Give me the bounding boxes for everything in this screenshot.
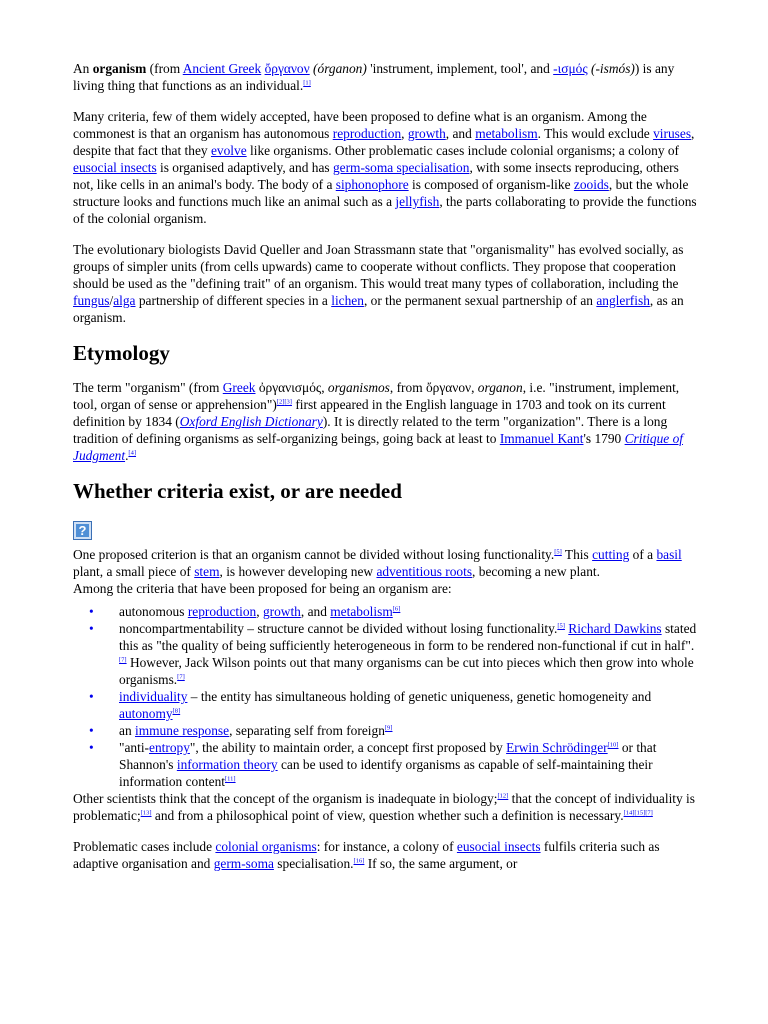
- etymology-heading: Etymology: [73, 341, 170, 365]
- text: (-ismós): [587, 61, 635, 76]
- link-immune-response[interactable]: immune response: [135, 723, 230, 738]
- text: , with some insects reproducing, others not, like cells in an animal's body. The body of a: [73, 160, 679, 192]
- text: can be used to identify organisms as capable of self-maintaining their information content: [119, 757, 653, 789]
- link-growth[interactable]: growth: [407, 126, 446, 141]
- link-metabolism[interactable]: metabolism: [330, 604, 393, 619]
- text: that the concept of individuality is problematic;: [73, 791, 695, 823]
- text: ) is any living thing that functions as an individual.: [73, 61, 675, 93]
- text: .: [125, 448, 129, 463]
- text: One proposed criterion is that an organism cannot be divided without losing functionality.: [73, 547, 555, 562]
- text: , separating self from foreign: [229, 723, 385, 738]
- text: An: [73, 61, 93, 76]
- list-item: [89, 739, 698, 790]
- text: , and: [445, 126, 476, 141]
- reference-14[interactable]: [14]: [623, 809, 635, 817]
- reference-10[interactable]: [10]: [607, 741, 619, 749]
- link-viruses[interactable]: viruses: [653, 126, 692, 141]
- text: , the parts collaborating to provide the functions of the colonial organism.: [73, 194, 697, 226]
- link-germ-soma-specialisation[interactable]: germ-soma specialisation: [332, 160, 470, 175]
- text: , or the permanent sexual partnership of an: [363, 293, 597, 308]
- text: : for instance, a colony of: [316, 839, 457, 854]
- text: partnership of different species in a: [135, 293, 332, 308]
- reference-16[interactable]: [16]: [353, 857, 365, 865]
- reference-6[interactable]: [6]: [392, 605, 401, 613]
- intro-paragraph-3: [73, 241, 698, 326]
- intro-paragraph-2: [73, 108, 698, 227]
- criteria-paragraph-4: [73, 838, 698, 872]
- reference-5[interactable]: [5]: [557, 622, 565, 630]
- text: first appeared in the English language in 1703 and took on its current definition by 1834 (: [73, 397, 666, 429]
- criteria-paragraph-2: Among the criteria that have been proposed for being an organism are:: [73, 581, 452, 596]
- text: , as an organism.: [73, 293, 684, 325]
- link-basil[interactable]: basil: [656, 547, 682, 562]
- text: – the entity has simultaneous holding of genetic uniqueness, genetic homogeneity and: [187, 689, 652, 704]
- text: ὀργανισμός,: [255, 380, 328, 395]
- text: stated this as "the quality of being sufficiently heterogeneous in form to be rendered non-functional if cut in half".: [119, 621, 697, 653]
- link-greek[interactable]: Greek: [222, 380, 256, 395]
- link-anglerfish[interactable]: anglerfish: [596, 293, 650, 308]
- text: If so, the same argument, or: [364, 856, 518, 871]
- text: or that Shannon's: [119, 740, 657, 772]
- criteria-list: [73, 603, 698, 790]
- text: , from ὄργανον,: [389, 380, 478, 395]
- text: ,: [256, 604, 263, 619]
- link-metabolism[interactable]: metabolism: [475, 126, 538, 141]
- criteria-paragraph-3: [73, 790, 698, 824]
- link-zooids[interactable]: zooids: [573, 177, 609, 192]
- article-body: [73, 60, 698, 886]
- text: 'instrument, implement, tool', and: [366, 61, 554, 76]
- reference-4[interactable]: [4]: [128, 449, 137, 457]
- text: and from a philosophical point of view, question whether such a definition is necessary.: [151, 808, 624, 823]
- link-siphonophore[interactable]: siphonophore: [335, 177, 409, 192]
- term-organismos: organismos: [327, 380, 390, 395]
- link-oxford-english-dictionary[interactable]: Oxford English Dictionary: [179, 414, 323, 429]
- text: "anti-: [119, 740, 150, 755]
- list-item: [89, 603, 698, 620]
- bullet-icon: •: [89, 689, 94, 704]
- reference-8[interactable]: [8]: [172, 707, 181, 715]
- bullet-icon: •: [89, 604, 94, 619]
- link-reproduction[interactable]: reproduction: [332, 126, 402, 141]
- reference-1[interactable]: [1]: [303, 79, 311, 87]
- link-growth[interactable]: growth: [262, 604, 301, 619]
- text: ,: [401, 126, 408, 141]
- term-organism: organism: [92, 61, 147, 76]
- link-alga[interactable]: alga: [113, 293, 136, 308]
- link-colonial-organisms[interactable]: colonial organisms: [215, 839, 317, 854]
- criteria-heading: Whether criteria exist, or are needed: [73, 479, 402, 503]
- etymology-paragraph: [73, 379, 698, 464]
- link-evolve[interactable]: evolve: [210, 143, 247, 158]
- text: , i.e. "instrument, implement, tool, organ of sense or apprehension"): [73, 380, 680, 412]
- bullet-icon: •: [89, 740, 94, 755]
- text: , but the whole structure looks and functions much like an animal such as a: [73, 177, 689, 209]
- link-organon[interactable]: ὄργανον: [264, 61, 310, 76]
- link-germ-soma[interactable]: germ-soma: [213, 856, 274, 871]
- text: like organisms. Other problematic cases include colonial organisms; a colony of: [246, 143, 680, 158]
- list-item: [89, 688, 698, 722]
- link-information-theory[interactable]: information theory: [176, 757, 278, 772]
- text: However, Jack Wilson points out that many organisms can be cut into pieces which then grow into whole organisms.: [119, 655, 694, 687]
- text: (órganon): [309, 61, 367, 76]
- text: noncompartmentability – structure cannot be divided without losing functionality.: [119, 621, 558, 636]
- link-entropy[interactable]: entropy: [149, 740, 190, 755]
- text: The evolutionary biologists David Queller and Joan Strassmann state that "organismality" has evolved socially, as groups of simpler units (from cells upwards) came to cooperate without conflicts. They propose that cooperation should be used as the "defining trait" of an organism. This would treat many types of collaboration, including the: [73, 242, 684, 291]
- text: , becoming a new plant.: [472, 564, 600, 579]
- link-autonomy[interactable]: autonomy: [119, 706, 173, 721]
- link-eusocial-insects[interactable]: eusocial insects: [456, 839, 541, 854]
- text: plant, a small piece of: [73, 564, 195, 579]
- text: This: [561, 547, 593, 562]
- text: Many criteria, few of them widely accepted, have been proposed to define what is an organism. Among the commonest is that an organism has autonomous: [73, 109, 647, 141]
- text: an: [119, 723, 135, 738]
- link-adventitious-roots[interactable]: adventitious roots: [376, 564, 473, 579]
- term-organon: organon: [477, 380, 523, 395]
- reference-7[interactable]: [7]: [645, 809, 653, 817]
- bullet-icon: •: [89, 723, 94, 738]
- criteria-paragraph-1: [73, 546, 698, 580]
- reference-12[interactable]: [12]: [497, 792, 509, 800]
- reference-3[interactable]: [3]: [284, 398, 292, 406]
- reference-7[interactable]: [7]: [119, 656, 127, 664]
- list-item: [89, 722, 698, 739]
- link-erwin-schrodinger[interactable]: Erwin Schrödinger: [506, 740, 608, 755]
- intro-paragraph-1: [73, 60, 698, 94]
- link-fungus[interactable]: fungus: [73, 293, 110, 308]
- link-cutting[interactable]: cutting: [592, 547, 630, 562]
- reference-2[interactable]: [2]: [276, 398, 285, 406]
- link-richard-dawkins[interactable]: Richard Dawkins: [568, 621, 662, 636]
- text: , is however developing new: [219, 564, 377, 579]
- reference-15[interactable]: [15]: [634, 809, 646, 817]
- text: is organised adaptively, and has: [156, 160, 333, 175]
- text: fulfils criteria such as adaptive organisation and: [73, 839, 660, 871]
- text: , and: [300, 604, 331, 619]
- link-reproduction[interactable]: reproduction: [187, 604, 257, 619]
- text: ). It is directly related to the term "organization". There is a long tradition of defining organisms as self-organizing beings, going back at least to: [73, 414, 668, 446]
- link-ancient-greek[interactable]: Ancient Greek: [182, 61, 262, 76]
- link-jellyfish[interactable]: jellyfish: [395, 194, 440, 209]
- text: 's 1790: [583, 431, 625, 446]
- list-item: [89, 620, 698, 688]
- text: is composed of organism-like: [408, 177, 574, 192]
- link-ismos[interactable]: -ισμός: [553, 61, 588, 76]
- text: ", the ability to maintain order, a concept first proposed by: [189, 740, 507, 755]
- text: , despite that fact that they: [73, 126, 695, 158]
- text: of a: [629, 547, 657, 562]
- link-immanuel-kant[interactable]: Immanuel Kant: [499, 431, 584, 446]
- link-stem[interactable]: stem: [194, 564, 220, 579]
- reference-7[interactable]: [7]: [177, 673, 185, 681]
- text: . This would exclude: [537, 126, 654, 141]
- text: specialisation.: [273, 856, 354, 871]
- reference-13[interactable]: [13]: [140, 809, 152, 817]
- reference-9[interactable]: [9]: [384, 724, 393, 732]
- link-individuality[interactable]: individuality: [119, 689, 188, 704]
- text: (from: [146, 61, 183, 76]
- image-placeholder-icon[interactable]: ?: [73, 521, 92, 540]
- text: The term "organism" (from: [73, 380, 223, 395]
- link-critique-of-judgment[interactable]: Critique of Judgment: [73, 431, 683, 463]
- reference-5[interactable]: [5]: [554, 548, 562, 556]
- text: /: [109, 293, 114, 308]
- link-eusocial-insects[interactable]: eusocial insects: [73, 160, 157, 175]
- reference-11[interactable]: [11]: [224, 775, 236, 783]
- link-lichen[interactable]: lichen: [331, 293, 364, 308]
- text: Other scientists think that the concept of the organism is inadequate in biology;: [73, 791, 498, 806]
- text: Problematic cases include: [73, 839, 216, 854]
- bullet-icon: •: [89, 621, 94, 636]
- text: autonomous: [119, 604, 188, 619]
